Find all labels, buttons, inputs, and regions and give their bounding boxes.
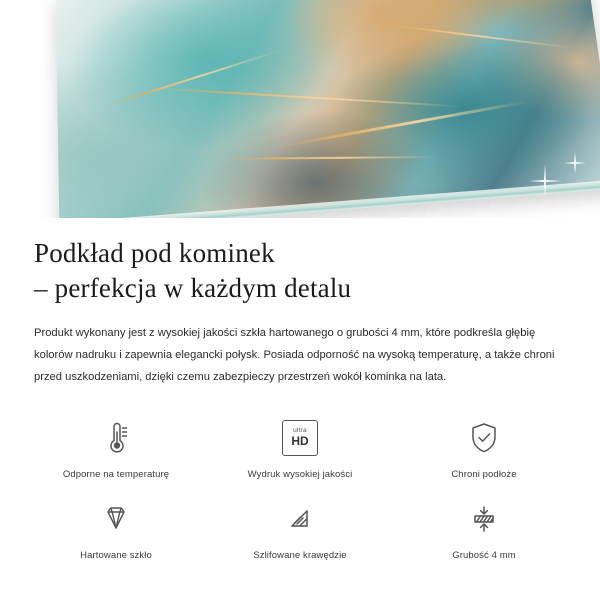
thermometer-icon (96, 415, 136, 461)
feature-label: Grubość 4 mm (452, 549, 516, 561)
feature-label: Chroni podłoże (451, 468, 517, 480)
ultra-hd-badge-top: ultra (293, 426, 307, 434)
glass-panel-photo (56, 0, 600, 218)
page-title-line-1: Podkład pod kominek (34, 238, 275, 268)
feature-label: Odporne na temperaturę (62, 468, 170, 480)
feature-label: Hartowane szkło (80, 549, 152, 561)
feature-item-print-quality (208, 415, 392, 480)
polished-edge-icon (280, 496, 320, 542)
page-title (34, 236, 566, 305)
hero-image (0, 0, 600, 218)
feature-grid (0, 415, 600, 561)
feature-label: Wydruk wysokiej jakości (247, 468, 353, 480)
feature-item-surface-protection (392, 415, 576, 480)
feature-item-thickness (392, 496, 576, 561)
thickness-arrows-icon (464, 496, 504, 542)
diamond-icon (96, 496, 136, 542)
description-paragraph: Produkt wykonany jest z wysokiej jakości szkła hartowanego o grubości 4 mm, które podkreśla głębię kolorów nadruku i zapewnia elegancki połysk. Posiada odporność na wysoką temperaturę, a także chroni przed uszkodzeniami, dzięki czemu zabezpieczy przestrzeń wokół kominka na lata. (34, 327, 555, 383)
page-title-line-2: – perfekcja w każdym detalu (34, 272, 352, 303)
ultra-hd-icon (282, 415, 318, 461)
shield-check-icon (464, 415, 504, 461)
text-content (0, 218, 600, 389)
marble-print-pattern (56, 0, 600, 218)
ultra-hd-badge-bottom: HD (291, 434, 309, 449)
feature-item-polished-edges (208, 496, 392, 561)
feature-label: Szlifowane krawędzie (253, 549, 347, 561)
feature-item-tempered-glass (24, 496, 208, 561)
feature-item-temperature (24, 415, 208, 480)
